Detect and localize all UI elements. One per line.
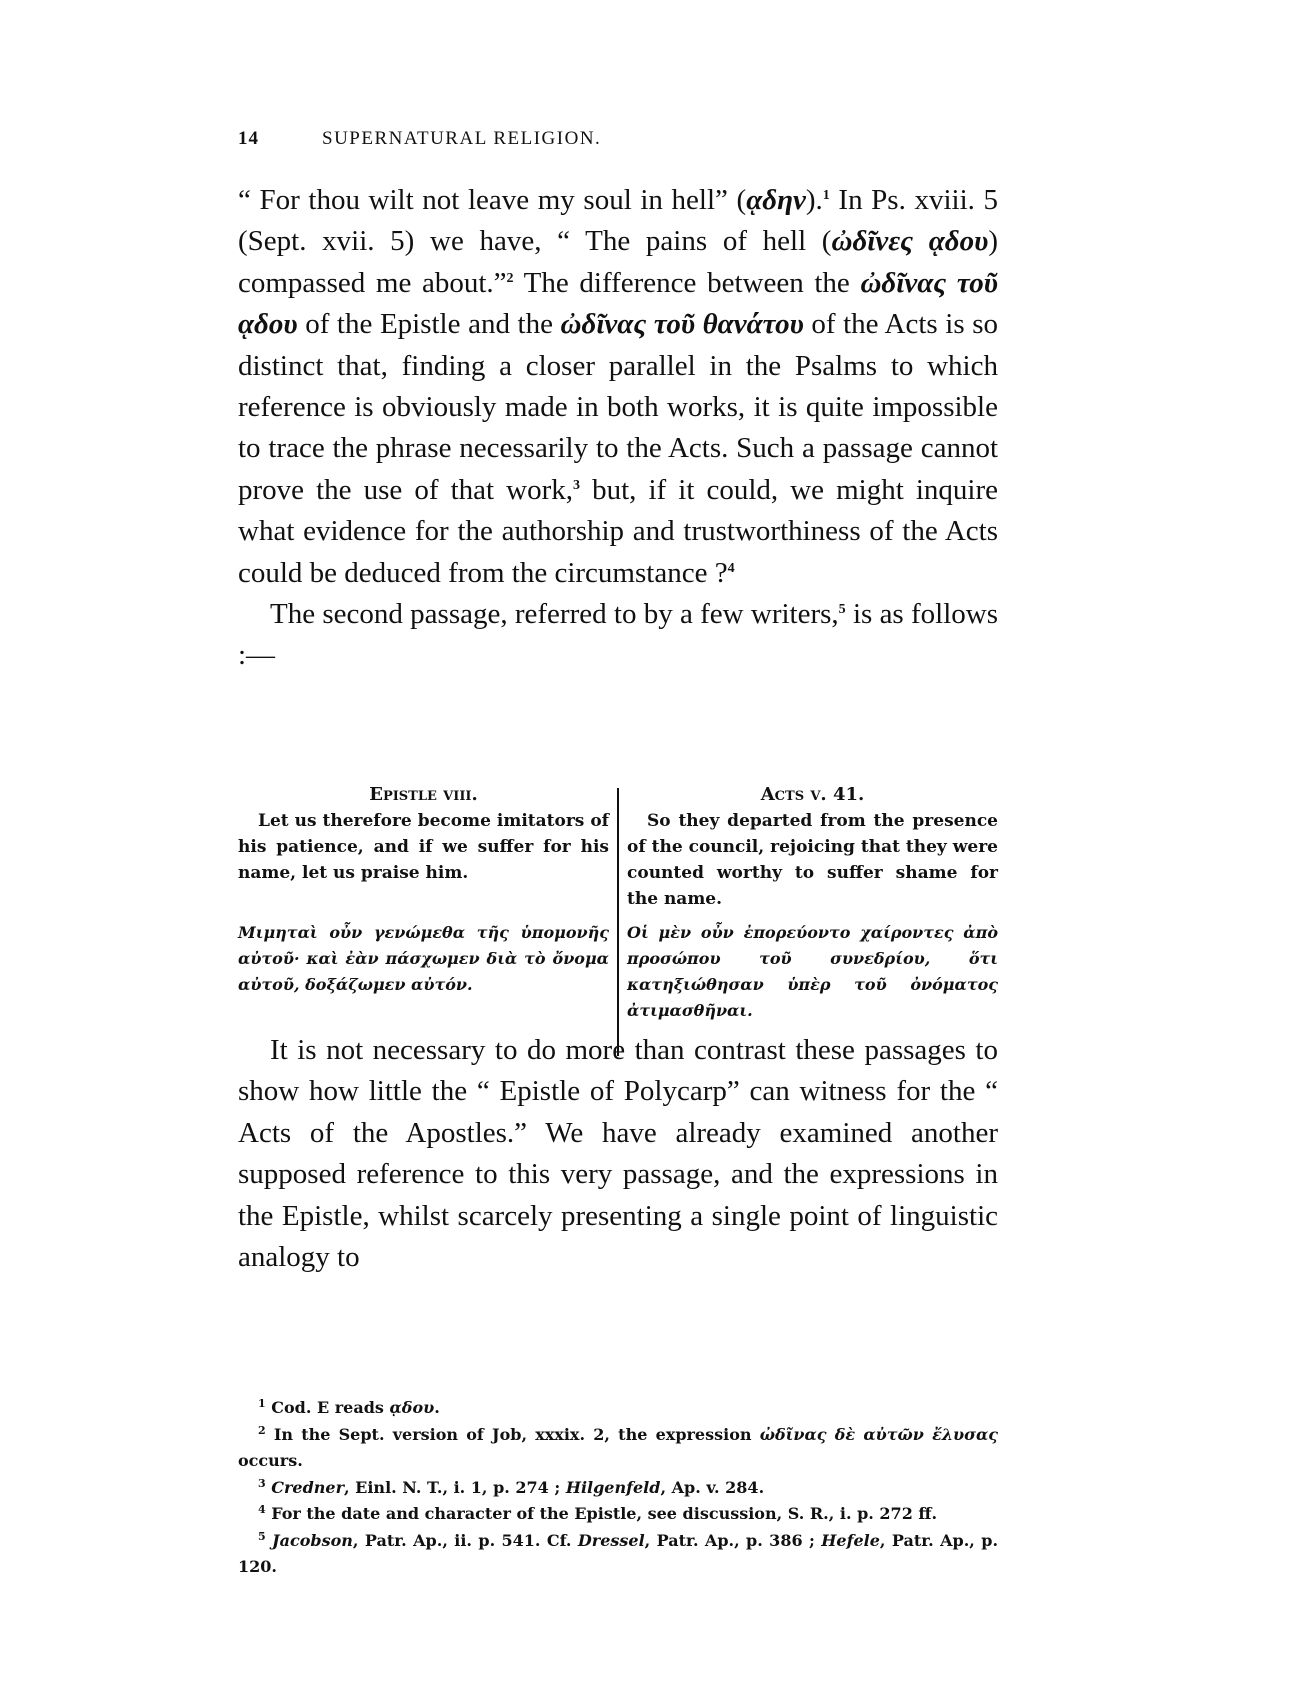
greek-text: Μιμηταὶ οὖν γενώμεθα τῆς ὑπομονῆς αὐτοῦ· καὶ ἐὰν πάσχωμεν διὰ τὸ ὄνομα αὐτοῦ, δοξάζωμεν αὐτόν.	[238, 923, 609, 994]
footnote-3: $^3$ Credner, Einl. N. T., i. 1, p. 274 ; Hilgenfeld, Ap. v. 284.	[258, 1476, 765, 1497]
footnote-5: $^5$ Jacobson, Patr. Ap., ii. p. 541. Cf. Dressel, Patr. Ap., p. 386 ; Hefele, Patr. Ap., p. 120.	[238, 1529, 999, 1576]
footnote-2: $^2$ In the Sept. version of Job, xxxix. 2, the expression ὠδῖνας δὲ αὐτῶν ἔλυσας occurs.	[238, 1423, 999, 1470]
column-heading: Epistle viii.	[369, 784, 478, 805]
greek-phrase: ὠδῖνας τοῦ ᾳδου	[238, 266, 998, 341]
page-number: 14	[238, 128, 259, 149]
footnote-ref-3[interactable]: 3	[573, 477, 580, 493]
paragraph-3: It is not necessary to do more than contrast these passages to show how little the “ Epistle of Polycarp” can witness for the “ Acts of the Apostles.” We have already examined another supposed reference to this very passage, and the expressions in the Epistle, whilst scarcely presenting a single point of linguistic analogy to	[238, 1034, 998, 1274]
main-text	[238, 180, 998, 677]
running-head	[238, 128, 998, 158]
epistle-column	[238, 782, 617, 1056]
footnote-4: $^4$ For the date and character of the Epistle, see discussion, S. R., i. p. 272 ff.	[258, 1503, 938, 1523]
greek-phrase: ὠδῖνας τοῦ θανάτου	[560, 308, 804, 341]
footnote-1: $^1$ Cod. E reads ᾳδου.	[258, 1397, 440, 1417]
paragraph-2: The second passage, referred to by a few writers,$^5$ is as follows :—	[238, 598, 998, 672]
greek-phrase: ὠδῖνες ᾳδου	[831, 225, 989, 258]
paragraph-1: “ For thou wilt not leave my soul in hell” (ᾳδην).$^1$ In Ps. xviii. 5 (Sept. xvii. 5) we have, “ The pains of hell (ὠδῖνες ᾳδου) compassed me about.”$^2$ The difference between the ὠδῖνας τοῦ ᾳδου of the Epistle and the ὠδῖνας τοῦ θανάτου of the Acts is so distinct that, finding a closer parallel in the Psalms to which reference is obviously made in both works, it is quite impossible to trace the phrase necessarily to the Acts. Such a passage cannot prove the use of that work,$^3$ but, if it could, we might inquire what evidence for the authorship and trustworthiness of the Acts could be deduced from the circumstance ?$^4$	[238, 184, 998, 589]
footnote-ref-2[interactable]: 2	[506, 270, 514, 286]
greek-phrase: ᾳδην	[746, 184, 806, 216]
running-title: SUPERNATURAL RELIGION.	[322, 128, 602, 149]
footnotes	[238, 1395, 998, 1581]
greek-text: Οἱ μὲν οὖν ἐπορεύοντο χαίροντες ἀπὸ προσώπου τοῦ συνεδρίου, ὅτι κατηξιώθησαν ὑπὲρ τοῦ ὀνόματος ἀτιμασθῆναι.	[627, 923, 998, 1020]
footnote-ref-1[interactable]: 1	[822, 188, 830, 203]
english-text: Let us therefore become imitators of his patience, and if we suffer for his name, let us praise him.	[238, 811, 609, 883]
footnote-ref-4[interactable]: 4	[727, 560, 735, 576]
column-heading: Acts v. 41.	[760, 784, 865, 805]
english-text: So they departed from the presence of the council, rejoicing that they were counted worthy to suffer shame for the name.	[627, 811, 998, 909]
parallel-comparison	[238, 782, 998, 1056]
acts-column	[619, 782, 998, 1056]
footnote-ref-5[interactable]: 5	[838, 602, 846, 618]
main-text-continued	[238, 1030, 998, 1278]
